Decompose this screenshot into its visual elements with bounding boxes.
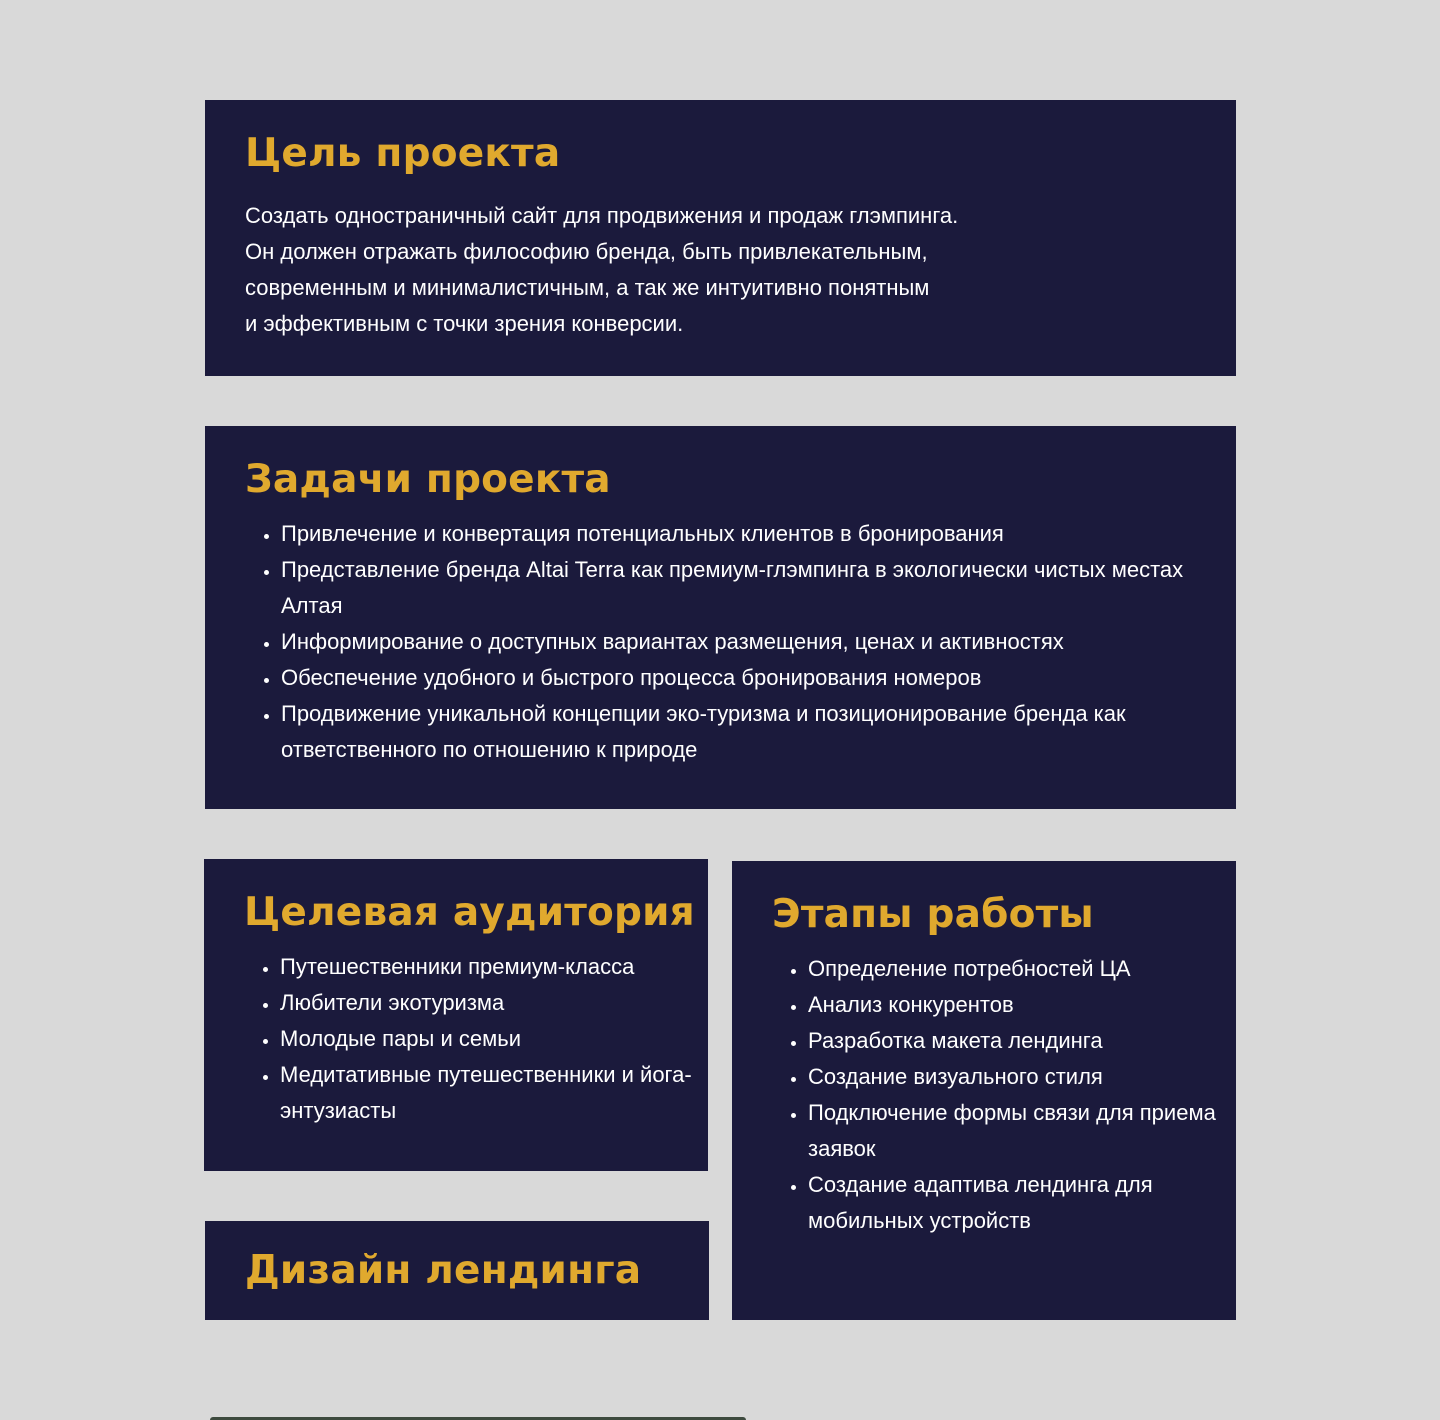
goal-text-line: Создать одностраничный сайт для продвижения и продаж глэмпинга. (245, 203, 959, 228)
list-item: • Информирование о доступных вариантах размещения, ценах и активностях (281, 624, 1211, 660)
goal-text-line: современным и минималистичным, а так же интуитивно понятным (245, 275, 930, 300)
list-item: • Любители экотуризма (280, 985, 700, 1021)
list-item: • Подключение формы связи для приема заявок (808, 1095, 1228, 1167)
landing-design-card (205, 1221, 709, 1320)
work-stages-list (772, 951, 1228, 1239)
work-stages-title: Этапы работы (772, 892, 1094, 937)
project-tasks-list (245, 516, 1211, 768)
list-item: • Разработка макета лендинга (808, 1023, 1228, 1059)
list-item: • Путешественники премиум-класса (280, 949, 700, 985)
goal-text-line: и эффективным с точки зрения конверсии. (245, 311, 684, 336)
list-item: • Обеспечение удобного и быстрого процесса бронирования номеров (281, 660, 1211, 696)
goal-text-line: Он должен отражать философию бренда, быть привлекательным, (245, 239, 928, 264)
project-tasks-card (205, 426, 1236, 809)
project-tasks-title: Задачи проекта (245, 457, 611, 502)
landing-design-title: Дизайн лендинга (245, 1248, 642, 1293)
list-item: • Привлечение и конвертация потенциальных клиентов в бронирования (281, 516, 1211, 552)
list-item: • Молодые пары и семьи (280, 1021, 700, 1057)
work-stages-card (732, 861, 1236, 1320)
target-audience-title: Целевая аудитория (244, 890, 695, 935)
project-goal-card (205, 100, 1236, 376)
list-item: • Медитативные путешественники и йога-энтузиасты (280, 1057, 700, 1129)
project-goal-text (245, 198, 1196, 342)
target-audience-card (204, 859, 708, 1171)
target-audience-list (244, 949, 700, 1129)
list-item: • Определение потребностей ЦА (808, 951, 1228, 987)
list-item: • Продвижение уникальной концепции эко-туризма и позиционирование бренда как ответственного по отношению к природе (281, 696, 1211, 768)
list-item: • Создание адаптива лендинга для мобильных устройств (808, 1167, 1228, 1239)
list-item: • Анализ конкурентов (808, 987, 1228, 1023)
project-goal-title: Цель проекта (245, 131, 561, 176)
list-item: • Создание визуального стиля (808, 1059, 1228, 1095)
list-item: • Представление бренда Altai Terra как премиум-глэмпинга в экологически чистых местах Алтая (281, 552, 1211, 624)
